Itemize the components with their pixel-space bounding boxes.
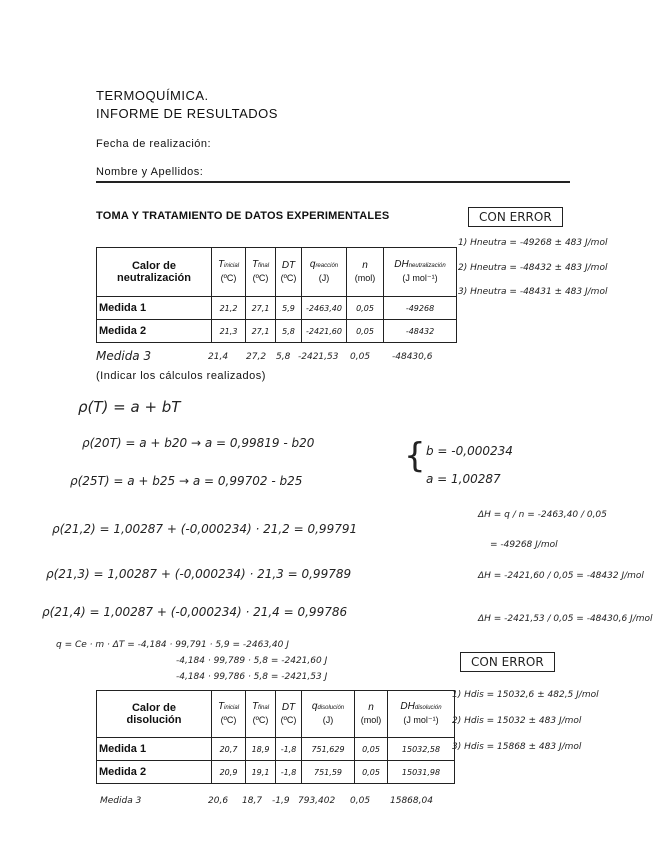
table-cell: 27,1 xyxy=(246,297,276,320)
col-tinicial: Tinicial (ºC) xyxy=(212,691,246,738)
neutralizacion-result-2: 2) Hneutra = -48432 ± 483 J/mol xyxy=(458,263,608,273)
table-cell: -48432 xyxy=(384,320,457,343)
table-cell: -2421,60 xyxy=(302,320,347,343)
table-cell: -2463,40 xyxy=(302,297,347,320)
calc-rho-t: ρ(T) = a + bT xyxy=(78,398,181,416)
col-n: n (mol) xyxy=(355,691,388,738)
table-row xyxy=(97,738,455,761)
disolucion-medida3-n: 0,05 xyxy=(350,796,371,806)
calc-dh3: ΔH = -2421,53 / 0,05 = -48430,6 J/mol xyxy=(478,614,653,624)
neutralizacion-result-3: 3) Hneutra = -48431 ± 483 J/mol xyxy=(458,287,608,297)
table-cell: 15032,58 xyxy=(388,738,455,761)
document-title: TERMOQUÍMICA. xyxy=(96,88,209,103)
table-cell: -1,8 xyxy=(276,738,302,761)
calc-dh1-line1: ΔH = q / n = -2463,40 / 0,05 xyxy=(478,510,607,520)
disolucion-result-2: 2) Hdis = 15032 ± 483 J/mol xyxy=(452,716,582,726)
disolucion-medida3-q: 793,402 xyxy=(298,796,336,806)
col-tfinal: Tfinal (ºC) xyxy=(246,248,276,297)
col-dt: DT (ºC) xyxy=(276,248,302,297)
disolucion-table xyxy=(96,690,455,784)
neutralizacion-result-1: 1) Hneutra = -49268 ± 483 J/mol xyxy=(458,238,608,248)
calc-rho-25: ρ(25T) = a + b25 → a = 0,99702 - b25 xyxy=(70,474,303,488)
calc-rho-212: ρ(21,2) = 1,00287 + (-0,000234) · 21,2 = 0,99791 xyxy=(52,522,358,536)
row-label: Medida 1 xyxy=(97,738,212,761)
table-row xyxy=(97,761,455,784)
neutralizacion-medida3-dt: 5,8 xyxy=(276,352,291,362)
col-dh: DHdisolución (J mol⁻¹) xyxy=(388,691,455,738)
calc-rho-214: ρ(21,4) = 1,00287 + (-0,000234) · 21,4 = 0,99786 xyxy=(42,605,348,619)
row-label: Medida 2 xyxy=(97,761,212,784)
indicar-calculos-label: (Indicar los cálculos realizados) xyxy=(96,370,266,382)
table-cell: 751,629 xyxy=(302,738,355,761)
disolucion-medida3-tinicial: 20,6 xyxy=(208,796,229,806)
table-cell: -49268 xyxy=(384,297,457,320)
table-cell: 20,7 xyxy=(212,738,246,761)
table-cell: 21,2 xyxy=(212,297,246,320)
calc-dh2: ΔH = -2421,60 / 0,05 = -48432 J/mol xyxy=(478,571,644,581)
disolucion-header-label: Calor de disolución xyxy=(97,691,212,738)
disolucion-medida3-label: Medida 3 xyxy=(100,796,142,806)
document-subtitle: INFORME DE RESULTADOS xyxy=(96,106,278,121)
disolucion-medida3-tfinal: 18,7 xyxy=(242,796,263,806)
table-cell: 19,1 xyxy=(246,761,276,784)
col-tfinal: Tfinal (ºC) xyxy=(246,691,276,738)
calc-a-value: a = 1,00287 xyxy=(426,472,501,486)
table-cell: 5,9 xyxy=(276,297,302,320)
table-cell: 0,05 xyxy=(355,738,388,761)
row-label: Medida 1 xyxy=(97,297,212,320)
neutralizacion-medida3-dh: -48430,6 xyxy=(392,352,433,362)
table-cell: 0,05 xyxy=(355,761,388,784)
section-title: TOMA Y TRATAMIENTO DE DATOS EXPERIMENTALES xyxy=(96,210,390,222)
col-q: qdisolución (J) xyxy=(302,691,355,738)
calc-rho-213: ρ(21,3) = 1,00287 + (-0,000234) · 21,3 = 0,99789 xyxy=(46,567,352,581)
calc-rho-20: ρ(20T) = a + b20 → a = 0,99819 - b20 xyxy=(82,436,315,450)
table-cell: 0,05 xyxy=(347,297,384,320)
disolucion-result-1: 1) Hdis = 15032,6 ± 482,5 J/mol xyxy=(452,690,599,700)
calc-dh1-line2: = -49268 J/mol xyxy=(490,540,558,550)
table-cell: -1,8 xyxy=(276,761,302,784)
table-row xyxy=(97,320,457,343)
row-label: Medida 2 xyxy=(97,320,212,343)
table-cell: 5,8 xyxy=(276,320,302,343)
disolucion-medida3-dh: 15868,04 xyxy=(390,796,433,806)
disolucion-medida3-dt: -1,9 xyxy=(272,796,290,806)
nombre-label: Nombre y Apellidos: xyxy=(96,166,204,178)
table-row xyxy=(97,297,457,320)
neutralizacion-medida3-q: -2421,53 xyxy=(298,352,339,362)
nombre-underline xyxy=(96,181,570,183)
calc-q-line1: q = Ce · m · ΔT = -4,184 · 99,791 · 5,9 = -2463,40 J xyxy=(56,640,289,650)
table-cell: 27,1 xyxy=(246,320,276,343)
calc-b-value: b = -0,000234 xyxy=(426,444,513,458)
calc-q-line2: -4,184 · 99,789 · 5,8 = -2421,60 J xyxy=(176,656,328,666)
table-cell: 20,9 xyxy=(212,761,246,784)
table-cell: 18,9 xyxy=(246,738,276,761)
neutralizacion-medida3-tfinal: 27,2 xyxy=(246,352,267,362)
col-dh: DHneutralización (J mol⁻¹) xyxy=(384,248,457,297)
neutralizacion-medida3-n: 0,05 xyxy=(350,352,371,362)
neutralizacion-medida3-tinicial: 21,4 xyxy=(208,352,229,362)
error-tag-neutralizacion: CON ERROR xyxy=(468,207,563,227)
calc-q-line3: -4,184 · 99,786 · 5,8 = -2421,53 J xyxy=(176,672,328,682)
table-cell: 21,3 xyxy=(212,320,246,343)
fecha-label: Fecha de realización: xyxy=(96,138,212,150)
system-brace: { xyxy=(404,436,426,476)
table-cell: 751,59 xyxy=(302,761,355,784)
col-q: qreacción (J) xyxy=(302,248,347,297)
disolucion-result-3: 3) Hdis = 15868 ± 483 J/mol xyxy=(452,742,582,752)
col-dt: DT (ºC) xyxy=(276,691,302,738)
neutralizacion-table xyxy=(96,247,457,343)
error-tag-disolucion: CON ERROR xyxy=(460,652,555,672)
table-cell: 15031,98 xyxy=(388,761,455,784)
table-cell: 0,05 xyxy=(347,320,384,343)
col-tinicial: Tinicial (ºC) xyxy=(212,248,246,297)
neutralizacion-medida3-label: Medida 3 xyxy=(96,349,152,363)
neutralizacion-header-label: Calor de neutralización xyxy=(97,248,212,297)
col-n: n (mol) xyxy=(347,248,384,297)
